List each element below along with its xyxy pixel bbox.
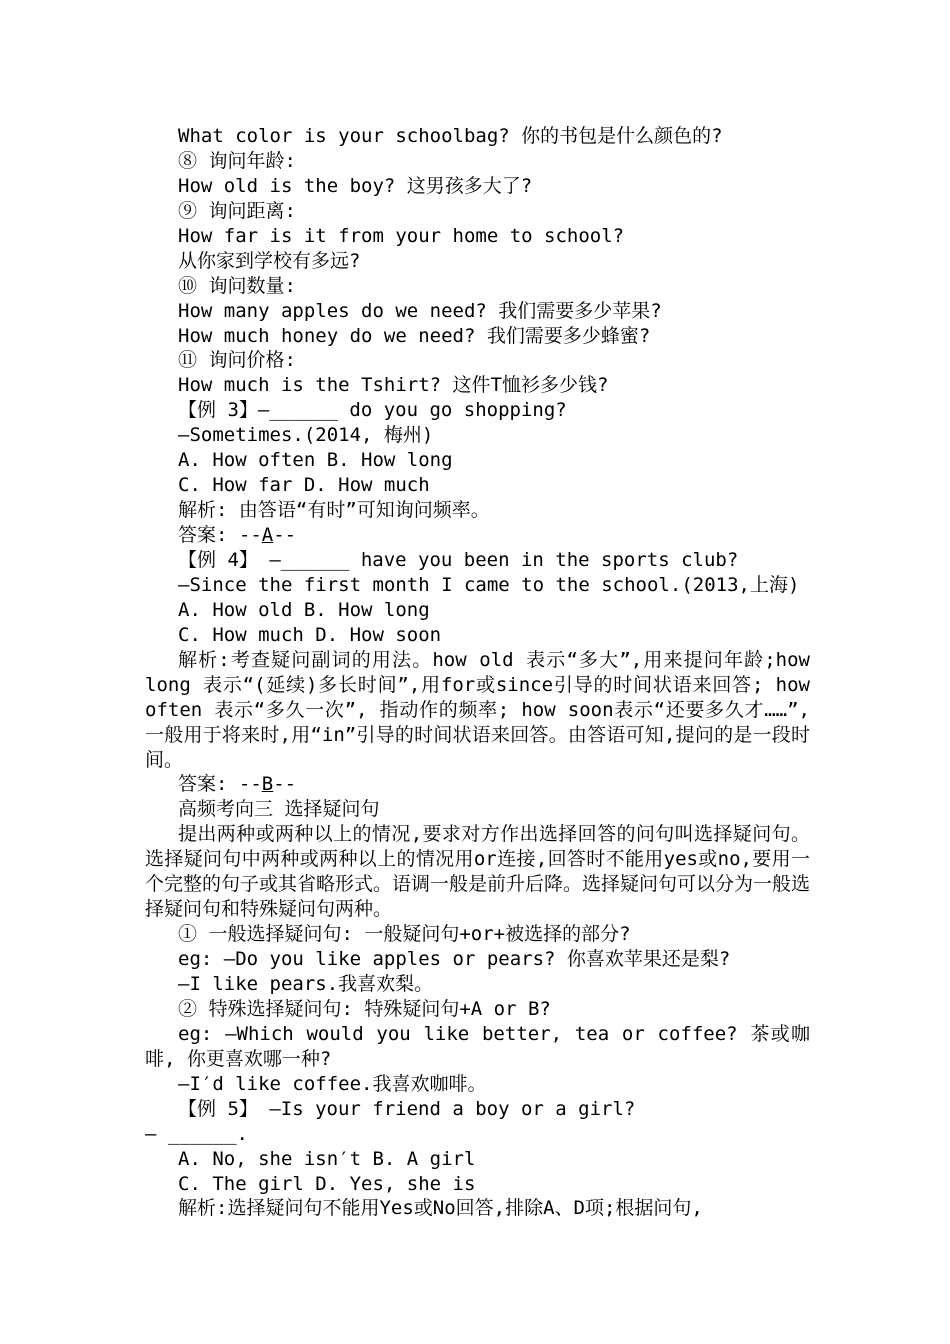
text-line: How many apples do we need? 我们需要多少苹果? xyxy=(178,299,662,322)
text-line: How much honey do we need? 我们需要多少蜂蜜? xyxy=(178,324,651,347)
example-5-blank: — ______. xyxy=(145,1122,248,1145)
text-line: 从你家到学校有多远? xyxy=(178,249,361,272)
example-5-analysis: 解析:选择疑问句不能用Yes或No回答,排除A、D项;根据问句, xyxy=(178,1197,703,1220)
example-4-analysis: 解析:考查疑问副词的用法。how old 表示“多大”,用来提问年龄;how long 表示“(延续)多长时间”,用for或since引导的时间状语来回答; how often 表示“多久一次”, 指动作的频率; how soon表示“还要多久才……”,一般用于将来时,用“in”引导的时间状语来回答。由答语可知,提问的是一段时间。 xyxy=(145,648,810,771)
example-4-options: A. How old B. How long xyxy=(178,598,430,621)
example-4-answer-line: —Since the first month I came to the school.(2013,上海) xyxy=(178,573,800,596)
key-suffix: -- xyxy=(273,524,297,546)
text-line: ⑨ 询问距离: xyxy=(178,199,296,222)
text-line: ⑧ 询问年龄: xyxy=(178,149,296,172)
example-5-options: A. No, she isn′t B. A girl xyxy=(178,1147,476,1170)
text-line: ⑪ 询问价格: xyxy=(178,349,296,372)
text-line: How far is it from your home to school? xyxy=(178,224,625,247)
key-value: A xyxy=(261,524,274,546)
section-heading: 高频考向三 选择疑问句 xyxy=(178,798,380,821)
example-3-options: C. How far D. How much xyxy=(178,474,430,497)
key-prefix: 答案: -- xyxy=(178,524,262,546)
example-4-key xyxy=(145,772,810,797)
example-5-options: C. The girl D. Yes, she is xyxy=(178,1172,476,1195)
key-value: B xyxy=(261,773,274,796)
key-suffix: -- xyxy=(273,773,297,796)
example-3-answer-line: —Sometimes.(2014, 梅州) xyxy=(178,424,434,447)
example-line: eg: —Do you like apples or pears? 你喜欢苹果还是梨? xyxy=(178,948,731,971)
example-3-analysis: 解析: 由答语“有时”可知询问频率。 xyxy=(178,499,490,522)
example-5-question: 【例 5】 —Is your friend a boy or a girl? xyxy=(178,1097,636,1120)
text-line: How much is the Tshirt? 这件T恤衫多少钱? xyxy=(178,374,609,397)
text-line: ⑩ 询问数量: xyxy=(178,274,296,297)
text-line: ① 一般选择疑问句: 一般疑问句+or+被选择的部分? xyxy=(178,923,631,946)
example-3-options: A. How often B. How long xyxy=(178,449,453,472)
text-line: ② 特殊选择疑问句: 特殊疑问句+A or B? xyxy=(178,997,551,1020)
example-line: —I like pears.我喜欢梨。 xyxy=(178,972,434,995)
example-4-options: C. How much D. How soon xyxy=(178,623,442,646)
example-line: —I′d like coffee.我喜欢咖啡。 xyxy=(178,1072,487,1095)
example-4-question: 【例 4】 —______ have you been in the sports club? xyxy=(178,548,739,571)
section-paragraph: 提出两种或两种以上的情况,要求对方作出选择回答的问句叫选择疑问句。选择疑问句中两种或两种以上的情况用or连接,回答时不能用yes或no,要用一个完整的句子或其省略形式。语调一般是前升后降。选择疑问句可以分为一般选择疑问句和特殊疑问句两种。 xyxy=(145,823,810,921)
example-3-key xyxy=(145,523,810,548)
text-line: How old is the boy? 这男孩多大了? xyxy=(178,174,533,197)
example-line: eg: —Which would you like better, tea or coffee? 茶或咖啡, 你更喜欢哪一种? xyxy=(145,1022,810,1070)
example-3-question: 【例 3】—______ do you go shopping? xyxy=(178,399,567,422)
text-line: What color is your schoolbag? 你的书包是什么颜色的? xyxy=(178,125,723,147)
key-prefix: 答案: -- xyxy=(178,773,262,796)
document-body xyxy=(145,124,810,1221)
